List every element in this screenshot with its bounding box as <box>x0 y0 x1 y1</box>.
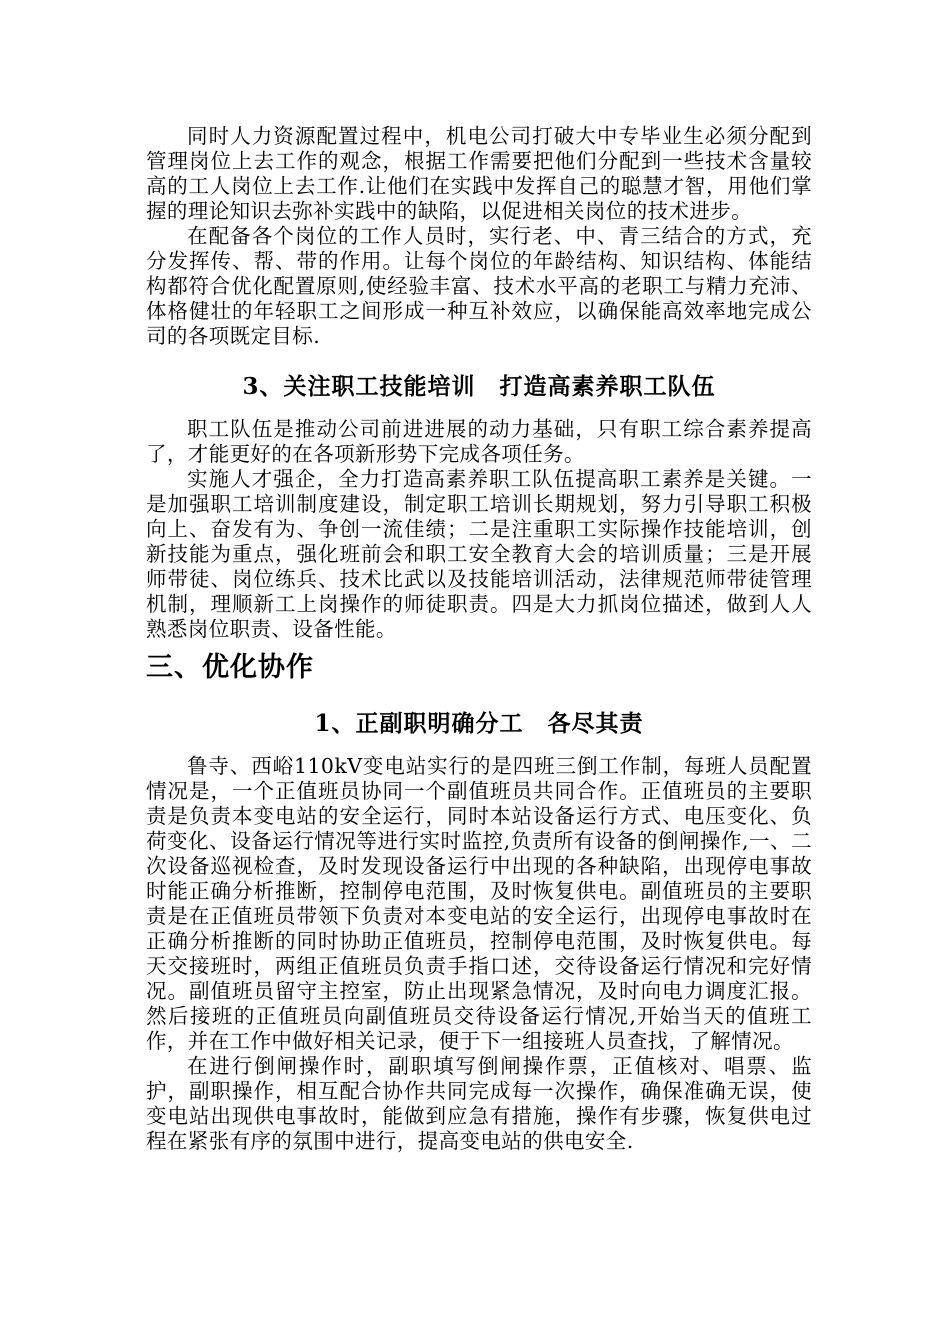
paragraph-staff-allocation: 同时人力资源配置过程中，机电公司打破大中专毕业生必须分配到管理岗位上去工作的观念，根据工作需要把他们分配到一些技术含量较高的工人岗位上去工作.让他们在实践中发挥自己的聪慧才智，用他们掌握的理论知识去弥补实践中的缺陷，以促进相关岗位的技术进步。 <box>146 124 812 223</box>
heading-division-of-duties: 1、正副职明确分工 各尽其责 <box>314 710 644 737</box>
paragraph-switching-operation: 在进行倒闸操作时，副职填写倒闸操作票，正值核对、唱票、监护，副职操作，相互配合协作共同完成每一次操作，确保准确无误，使变电站出现供电事故时，能做到应急有措施，操作有步骤，恢复供电过程在紧张有序的氛围中进行，提高变电站的供电安全. <box>146 1054 812 1153</box>
heading-skills-training: 3、关注职工技能培训 打造高素养职工队伍 <box>242 373 716 400</box>
paragraph-talent-strategy: 实施人才强企，全力打造高素养职工队伍提高职工素养是关键。一是加强职工培训制度建设，制定职工培训长期规划，努力引导职工积极向上、奋发有为、争创一流佳绩；二是注重职工实际操作技能培训，创新技能为重点，强化班前会和职工安全教育大会的培训质量；三是开展师带徒、岗位练兵、技术比武以及技能培训活动，法律规范师带徒管理机制，理顺新工上岗操作的师徒职责。四是大力抓岗位描述，做到人人熟悉岗位职责、设备性能。 <box>146 467 812 641</box>
section-heading-collaboration: 三、优化协作 <box>146 652 314 683</box>
paragraph-workforce-foundation: 职工队伍是推动公司前进进展的动力基础，只有职工综合素养提高了，才能更好的在各项新形势下完成各项任务。 <box>146 417 812 466</box>
document-page <box>146 124 812 1154</box>
paragraph-age-structure: 在配备各个岗位的工作人员时，实行老、中、青三结合的方式，充分发挥传、帮、带的作用。让每个岗位的年龄结构、知识结构、体能结构都符合优化配置原则,使经验丰富、技术水平高的老职工与精力充沛、体格健壮的年轻职工之间形成一种互补效应，以确保能高效率地完成公司的各项既定目标. <box>146 224 812 348</box>
paragraph-substation-shifts: 鲁寺、西峪110kV变电站实行的是四班三倒工作制，每班人员配置情况是，一个正值班员协同一个副值班员共同合作。正值班员的主要职责是负责本变电站的安全运行，同时本站设备运行方式、电压变化、负荷变化、设备运行情况等进行实时监控,负责所有设备的倒闸操作,一、二次设备巡视检查，及时发现设备运行中出现的各种缺陷，出现停电事故时能正确分析推断，控制停电范围，及时恢复供电。副值班员的主要职责是在正值班员带领下负责对本变电站的安全运行，出现停电事故时在正确分析推断的同时协助正值班员，控制停电范围，及时恢复供电。每天交接班时，两组正值班员负责手指口述，交待设备运行情况和完好情况。副值班员留守主控室，防止出现紧急情况，及时向电力调度汇报。然后接班的正值班员向副值班员交待设备运行情况,开始当天的值班工作，并在工作中做好相关记录，便于下一组接班人员查找，了解情况。 <box>146 754 812 1053</box>
